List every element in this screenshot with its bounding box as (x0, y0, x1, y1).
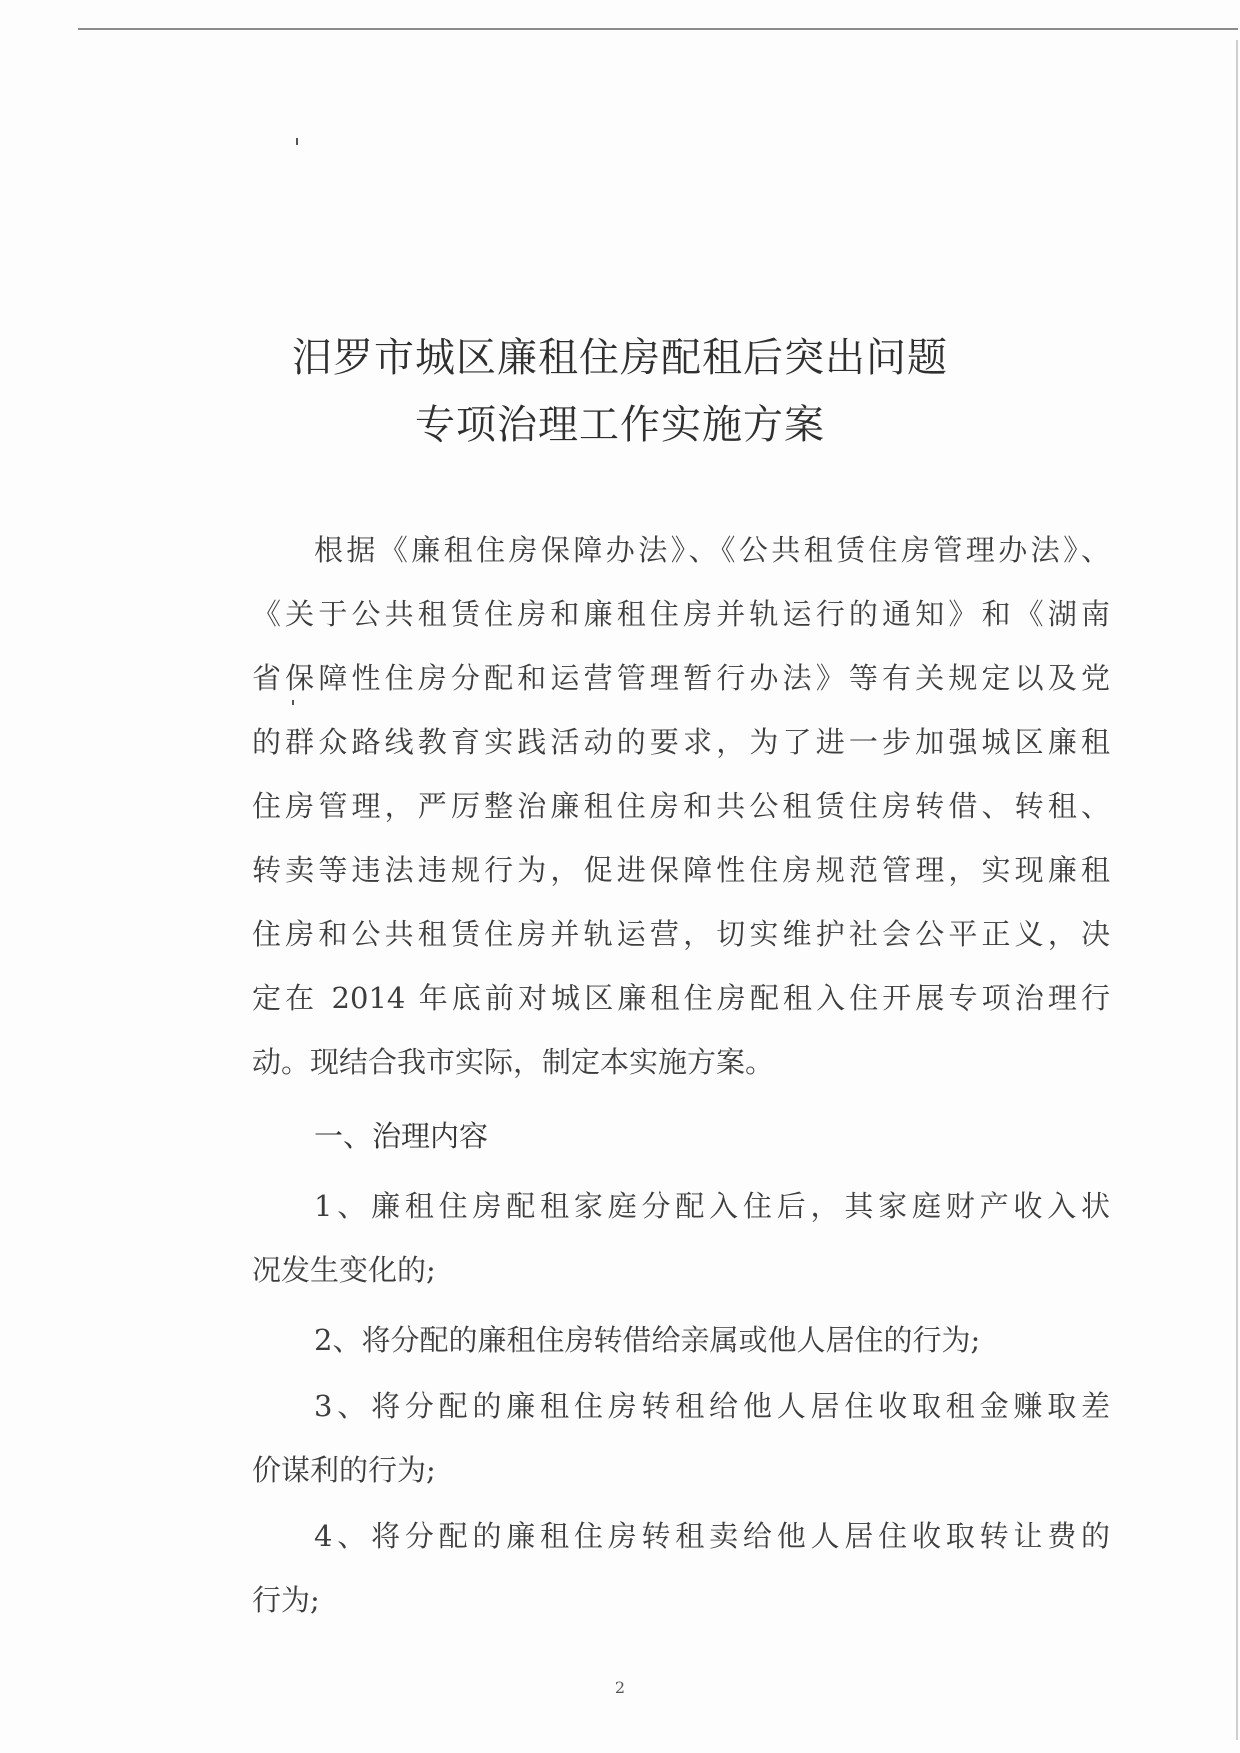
list-item-continuation: 价谋利的行为; (252, 1453, 436, 1487)
list-item: 1、廉租住房配租家庭分配入住后，其家庭财产收入状 (314, 1189, 1110, 1223)
intro-line: 的群众路线教育实践活动的要求，为了进一步加强城区廉租 (252, 725, 1110, 759)
intro-line: 住房管理，严厉整治廉租住房和共公租赁住房转借、转租、 (252, 789, 1110, 823)
intro-line: 《关于公共租赁住房和廉租住房并轨运行的通知》和《湖南 (252, 597, 1110, 631)
intro-line: 住房和公共租赁住房并轨运营，切实维护社会公平正义，决 (252, 917, 1110, 951)
intro-line: 根据《廉租住房保障办法》、《公共租赁住房管理办法》、 (314, 533, 1110, 567)
list-item: 3、将分配的廉租住房转租给他人居住收取租金赚取差 (314, 1389, 1110, 1423)
list-item-continuation: 行为; (252, 1583, 320, 1617)
intro-line: 转卖等违法违规行为，促进保障性住房规范管理，实现廉租 (252, 853, 1110, 887)
intro-line: 定在 2014 年底前对城区廉租住房配租入住开展专项治理行 (252, 981, 1110, 1015)
page-number: 2 (614, 1678, 626, 1697)
list-item: 4、将分配的廉租住房转租卖给他人居住收取转让费的 (314, 1519, 1110, 1553)
list-item-continuation: 况发生变化的; (252, 1253, 436, 1287)
section-heading: 一、治理内容 (314, 1119, 489, 1153)
document-title-line-2: 专项治理工作实施方案 (415, 402, 825, 448)
scan-speck (296, 138, 298, 145)
intro-line: 省保障性住房分配和运营管理暂行办法》等有关规定以及党 (252, 661, 1110, 695)
scan-right-edge (1236, 40, 1238, 1740)
intro-line: 动。现结合我市实际，制定本实施方案。 (252, 1045, 775, 1079)
scan-top-edge (78, 28, 1238, 30)
scan-speck (292, 700, 294, 705)
list-item: 2、将分配的廉租住房转借给亲属或他人居住的行为; (314, 1323, 981, 1357)
document-title-line-1: 汨罗市城区廉租住房配租后突出问题 (292, 335, 948, 381)
